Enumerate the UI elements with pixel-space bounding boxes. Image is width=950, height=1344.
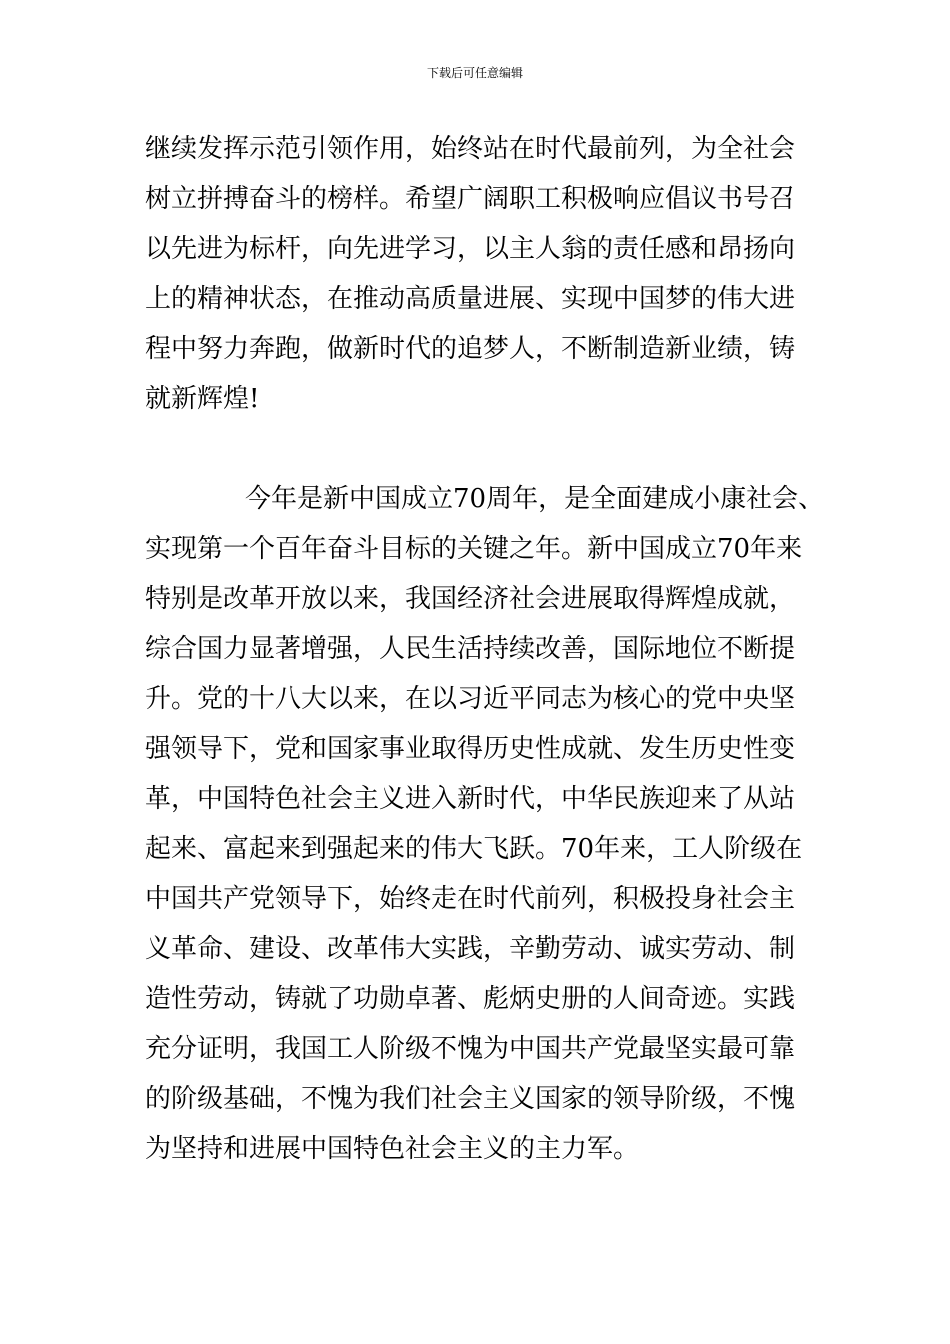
paragraph-line: 升。党的十八大以来，在以习近平同志为核心的党中央坚 (145, 684, 796, 714)
paragraph-line: 为坚持和进展中国特色社会主义的主力军。 (145, 1134, 640, 1164)
paragraph-line: 就新辉煌! (145, 384, 260, 414)
paragraph-2 (145, 474, 824, 1174)
paragraph-line: 中国共产党领导下，始终走在时代前列，积极投身社会主 (145, 884, 796, 914)
paragraph-line: 义革命、建设、改革伟大实践，辛勤劳动、诚实劳动、制 (145, 934, 796, 964)
page-header: 下载后可任意编辑 (426, 66, 523, 80)
paragraph-line: 程中努力奔跑，做新时代的追梦人，不断制造新业绩，铸 (145, 334, 796, 364)
paragraph-line: 实现第一个百年奋斗目标的关键之年。新中国成立70年来 (145, 534, 803, 564)
paragraph-line: 充分证明，我国工人阶级不愧为中国共产党最坚实最可靠 (145, 1034, 796, 1064)
paragraph-line: 革，中国特色社会主义进入新时代，中华民族迎来了从站 (145, 784, 796, 814)
paragraph-line: 上的精神状态，在推动高质量进展、实现中国梦的伟大进 (145, 284, 796, 314)
paragraph-line: 以先进为标杆，向先进学习，以主人翁的责任感和昂扬向 (145, 234, 796, 264)
paragraph-line: 今年是新中国成立70周年，是全面建成小康社会、 (245, 484, 825, 514)
paragraph-1 (145, 124, 795, 424)
paragraph-line: 特别是改革开放以来，我国经济社会进展取得辉煌成就， (145, 584, 796, 614)
paragraph-line: 树立拼搏奋斗的榜样。希望广阔职工积极响应倡议书号召 (145, 184, 796, 214)
paragraph-line: 起来、富起来到强起来的伟大飞跃。70年来，工人阶级在 (145, 834, 803, 864)
paragraph-line: 的阶级基础，不愧为我们社会主义国家的领导阶级，不愧 (145, 1084, 796, 1114)
paragraph-line: 综合国力显著增强，人民生活持续改善，国际地位不断提 (145, 634, 796, 664)
paragraph-line: 继续发挥示范引领作用，始终站在时代最前列，为全社会 (145, 134, 796, 164)
paragraph-line: 造性劳动，铸就了功勋卓著、彪炳史册的人间奇迹。实践 (145, 984, 796, 1014)
paragraph-line: 强领导下，党和国家事业取得历史性成就、发生历史性变 (145, 734, 796, 764)
